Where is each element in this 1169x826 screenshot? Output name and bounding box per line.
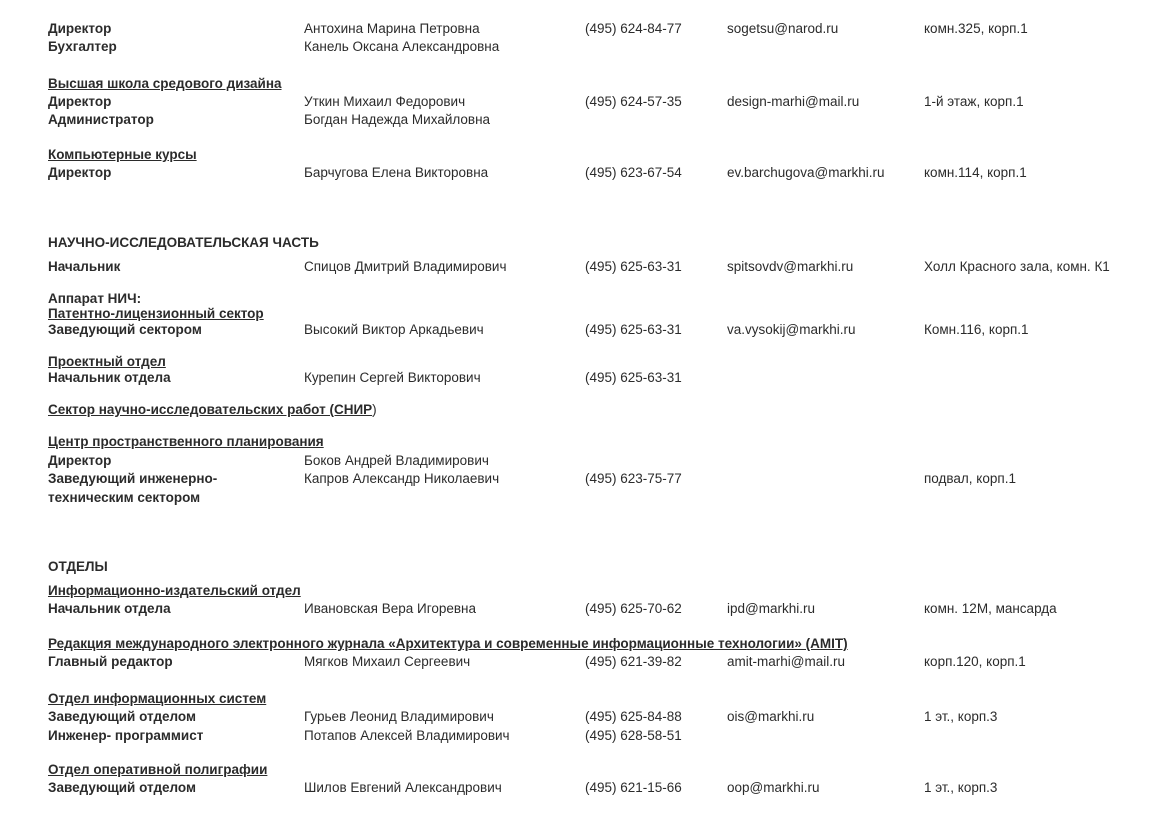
person-name: Капров Александр Николаевич [304, 471, 500, 486]
person-name: Уткин Михаил Федорович [304, 94, 466, 109]
department-title-text: Компьютерные курсы [48, 147, 197, 162]
department-title [48, 761, 267, 778]
position-title: Директор [48, 94, 112, 109]
person-name: Потапов Алексей Владимирович [304, 728, 510, 743]
email-link[interactable]: ipd@markhi.ru [727, 601, 815, 616]
phone-number: (495) 621-39-82 [585, 654, 682, 669]
position-title: Директор [48, 165, 112, 180]
phone-number: (495) 621-15-66 [585, 780, 682, 795]
department-title [48, 146, 197, 163]
person-name: Антохина Марина Петровна [304, 21, 480, 36]
person-name: Канель Оксана Александровна [304, 39, 500, 54]
room-location: комн.114, корп.1 [924, 165, 1027, 180]
department-title [48, 433, 324, 450]
department-title [48, 353, 166, 370]
position-title: Директор [48, 453, 112, 468]
room-location: 1-й этаж, корп.1 [924, 94, 1024, 109]
person-name: Высокий Виктор Аркадьевич [304, 322, 484, 337]
department-title-text: Высшая школа средового дизайна [48, 76, 282, 91]
department-title-text: Отдел оперативной полиграфии [48, 762, 268, 777]
room-location: комн.325, корп.1 [924, 21, 1028, 36]
position-title: Администратор [48, 112, 154, 127]
position-title: Заведующий отделом [48, 709, 196, 724]
room-location: корп.120, корп.1 [924, 654, 1026, 669]
person-name: Мягков Михаил Сергеевич [304, 654, 471, 669]
department-title-text: Информационно-издательский отдел [48, 583, 301, 598]
room-location: Холл Красного зала, комн. К1 [924, 259, 1110, 274]
person-name: Спицов Дмитрий Владимирович [304, 259, 507, 274]
department-title [48, 75, 282, 92]
position-title: Бухгалтер [48, 39, 117, 54]
phone-number: (495) 624-84-77 [585, 21, 682, 36]
email-link[interactable]: ev.barchugova@markhi.ru [727, 165, 885, 180]
person-name: Ивановская Вера Игоревна [304, 601, 477, 616]
position-title: Заведующий сектором [48, 322, 202, 337]
position-title: Главный редактор [48, 654, 173, 669]
position-title: Заведующий отделом [48, 780, 196, 795]
department-title-text: Патентно-лицензионный сектор [48, 306, 264, 321]
phone-number: (495) 625-84-88 [585, 709, 682, 724]
email-link[interactable]: amit-marhi@mail.ru [727, 654, 845, 669]
department-title-text: Проектный отдел [48, 354, 166, 369]
phone-number: (495) 623-75-77 [585, 471, 682, 486]
person-name: Гурьев Леонид Владимирович [304, 709, 494, 724]
room-location: 1 эт., корп.3 [924, 709, 998, 724]
email-link[interactable]: va.vysokij@markhi.ru [727, 322, 856, 337]
email-link[interactable]: spitsovdv@markhi.ru [727, 259, 854, 274]
room-location: 1 эт., корп.3 [924, 780, 998, 795]
position-title: Заведующий инженерно- [48, 471, 218, 486]
position-title: Директор [48, 21, 112, 36]
section-heading: НАУЧНО-ИССЛЕДОВАТЕЛЬСКАЯ ЧАСТЬ [48, 235, 319, 250]
department-title [48, 582, 301, 599]
department-title-tail: ) [372, 402, 377, 417]
department-title [48, 635, 848, 652]
room-location: Комн.116, корп.1 [924, 322, 1029, 337]
person-name: Богдан Надежда Михайловна [304, 112, 491, 127]
room-location: комн. 12М, мансарда [924, 601, 1057, 616]
email-link[interactable]: sogetsu@narod.ru [727, 21, 839, 36]
department-title-text: Центр пространственного планирования [48, 434, 324, 449]
position-title: Начальник отдела [48, 370, 171, 385]
position-title: техническим сектором [48, 490, 201, 505]
person-name: Курепин Сергей Викторович [304, 370, 481, 385]
position-title: Начальник [48, 259, 121, 274]
department-title-text: Сектор научно-исследовательских работ (СНИР [48, 402, 373, 417]
department-title [48, 305, 264, 322]
phone-number: (495) 628-58-51 [585, 728, 682, 743]
person-name: Барчугова Елена Викторовна [304, 165, 489, 180]
phone-number: (495) 624-57-35 [585, 94, 682, 109]
section-heading: ОТДЕЛЫ [48, 559, 108, 574]
phone-number: (495) 625-63-31 [585, 259, 682, 274]
department-title-text: Отдел информационных систем [48, 691, 267, 706]
phone-number: (495) 625-70-62 [585, 601, 682, 616]
room-location: подвал, корп.1 [924, 471, 1016, 486]
department-title [48, 401, 377, 418]
person-name: Боков Андрей Владимирович [304, 453, 489, 468]
position-title: Начальник отдела [48, 601, 171, 616]
phone-number: (495) 623-67-54 [585, 165, 682, 180]
department-title-text: Редакция международного электронного журнала «Архитектура и современные информационные технологии» (AMIT) [48, 636, 848, 651]
department-title [48, 690, 266, 707]
email-link[interactable]: design-marhi@mail.ru [727, 94, 860, 109]
phone-number: (495) 625-63-31 [585, 370, 682, 385]
email-link[interactable]: oop@markhi.ru [727, 780, 820, 795]
person-name: Шилов Евгений Александрович [304, 780, 502, 795]
position-title: Инженер- программист [48, 728, 204, 743]
email-link[interactable]: ois@markhi.ru [727, 709, 815, 724]
section-heading: Аппарат НИЧ: [48, 291, 142, 306]
phone-number: (495) 625-63-31 [585, 322, 682, 337]
